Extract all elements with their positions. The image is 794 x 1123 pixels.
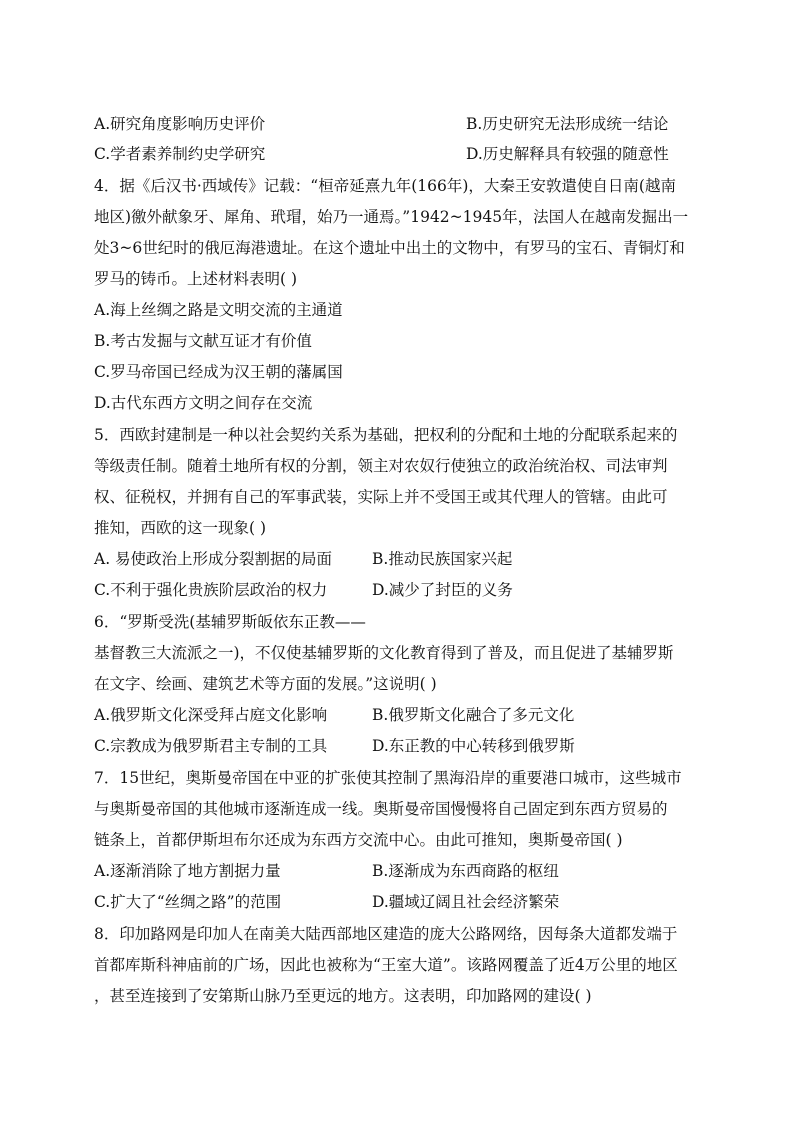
q5-stem-line-2: 等级责任制。随着土地所有权的分割，领主对农奴行使独立的政治统治权、司法审判 bbox=[94, 457, 668, 475]
q7-stem-line-2: 与奥斯曼帝国的其他城市逐渐连成一线。奥斯曼帝国慢慢将自己固定到东西方贸易的 bbox=[94, 800, 668, 818]
q6-option-d: D.东正教的中心转移到俄罗斯 bbox=[372, 737, 575, 755]
q5-stem-line-1: 5．西欧封建制是一种以社会契约关系为基础，把权利的分配和土地的分配联系起来的 bbox=[94, 426, 678, 444]
q4-stem-line-4: 罗马的铸币。上述材料表明( ) bbox=[94, 270, 298, 288]
q7-option-row-1 bbox=[94, 861, 559, 881]
q6-option-b: B.俄罗斯文化融合了多元文化 bbox=[372, 706, 575, 724]
q4-stem-line-3: 处3~6世纪时的俄厄海港遗址。在这个遗址中出土的文物中，有罗马的宝石、青铜灯和 bbox=[94, 239, 685, 257]
q3-option-row-1 bbox=[94, 114, 669, 134]
q7-option-b: B.逐渐成为东西商路的枢纽 bbox=[372, 862, 559, 880]
q7-option-row-2 bbox=[94, 892, 560, 912]
q8-stem-line-1: 8．印加路网是印加人在南美大陆西部地区建造的庞大公路网络，因每条大道都发端于 bbox=[94, 925, 678, 943]
q5-option-d: D.减少了封臣的义务 bbox=[372, 581, 513, 599]
q5-stem-line-4: 推知，西欧的这一现象( ) bbox=[94, 519, 267, 537]
q4-option-d: D.古代东西方文明之间存在交流 bbox=[94, 394, 313, 412]
q4-option-a: A.海上丝绸之路是文明交流的主通道 bbox=[94, 301, 343, 319]
q5-option-row-1 bbox=[94, 549, 513, 569]
q4-option-b: B.考古发掘与文献互证才有价值 bbox=[94, 332, 312, 350]
q5-option-row-2 bbox=[94, 580, 513, 600]
q6-option-row-2 bbox=[94, 736, 575, 756]
q5-option-c: C.不利于强化贵族阶层政治的权力 bbox=[94, 581, 328, 599]
q7-stem-line-3: 链条上，首都伊斯坦布尔还成为东西方交流中心。由此可推知，奥斯曼帝国( ) bbox=[94, 831, 623, 849]
q6-stem-line-1: 6．“罗斯受洗(基辅罗斯皈依东正教—— bbox=[94, 613, 366, 631]
q5-stem-line-3: 权、征税权，并拥有自己的军事武装，实际上并不受国王或其代理人的管辖。由此可 bbox=[94, 488, 668, 506]
q5-option-b: B.推动民族国家兴起 bbox=[372, 550, 513, 568]
q6-stem-line-2: 基督教三大流派之一)，不仅使基辅罗斯的文化教育得到了普及，而且促进了基辅罗斯 bbox=[94, 644, 674, 662]
q7-option-a: A.逐渐消除了地方割据力量 bbox=[94, 862, 281, 880]
q8-stem-line-2: 首都库斯科神庙前的广场，因此也被称为“王室大道”。该路网覆盖了近4万公里的地区 bbox=[94, 956, 678, 974]
q8-stem-line-3: ，甚至连接到了安第斯山脉乃至更远的地方。这表明，印加路网的建设( ) bbox=[94, 987, 592, 1005]
q4-stem-line-2: 地区)徼外献象牙、犀角、玳瑁，始乃一通焉。”1942~1945年，法国人在越南发掘出一 bbox=[94, 208, 689, 226]
q3-option-c: C.学者素养制约史学研究 bbox=[94, 145, 266, 163]
q6-option-c: C.宗教成为俄罗斯君主专制的工具 bbox=[94, 737, 328, 755]
q7-option-d: D.疆域辽阔且社会经济繁荣 bbox=[372, 893, 560, 911]
q4-stem-line-1: 4．据《后汉书·西域传》记载：“桓帝延熹九年(166年)，大秦王安敦遣使自日南(越南 bbox=[94, 177, 676, 195]
q6-option-a: A.俄罗斯文化深受拜占庭文化影响 bbox=[94, 706, 328, 724]
q6-stem-line-3: 在文字、绘画、建筑艺术等方面的发展。”这说明( ) bbox=[94, 675, 437, 693]
q6-option-row-1 bbox=[94, 705, 575, 725]
q3-option-row-2 bbox=[94, 144, 669, 164]
q7-option-c: C.扩大了“丝绸之路”的范围 bbox=[94, 893, 282, 911]
q4-option-c: C.罗马帝国已经成为汉王朝的藩属国 bbox=[94, 363, 343, 381]
q7-stem-line-1: 7．15世纪，奥斯曼帝国在中亚的扩张使其控制了黑海沿岸的重要港口城市，这些城市 bbox=[94, 769, 682, 787]
q3-option-a: A.研究角度影响历史评价 bbox=[94, 115, 266, 133]
q5-option-a: A. 易使政治上形成分裂割据的局面 bbox=[94, 550, 333, 568]
q3-option-b: B.历史研究无法形成统一结论 bbox=[466, 115, 669, 133]
q3-option-d: D.历史解释具有较强的随意性 bbox=[466, 145, 669, 163]
